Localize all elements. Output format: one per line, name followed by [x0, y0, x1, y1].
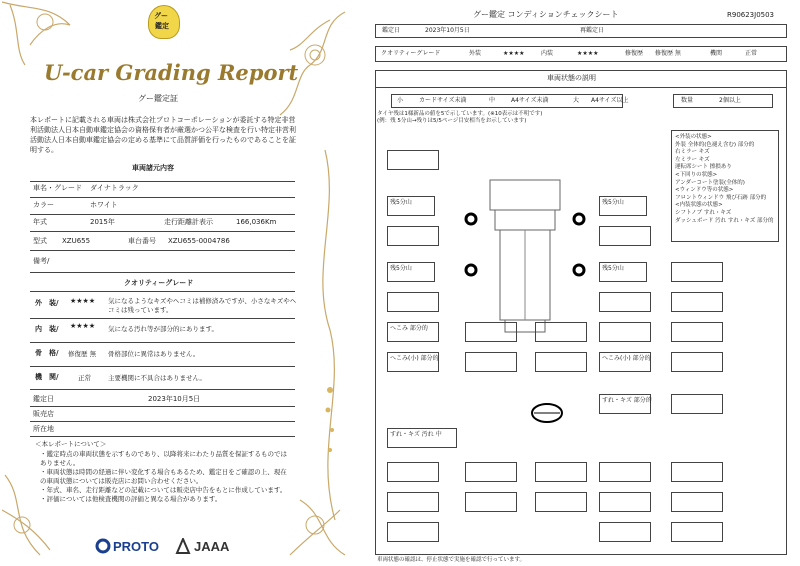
- empty-callout: [599, 462, 651, 482]
- empty-callout: [599, 292, 651, 312]
- note-line: <内装状態の状態>: [675, 202, 723, 209]
- size-medium-value: A4サイズ未満: [511, 97, 549, 104]
- empty-callout: [671, 522, 723, 542]
- note-line: 右ミラー キズ: [675, 149, 710, 156]
- quality-stars: 正常: [78, 374, 91, 382]
- empty-callout: [535, 462, 587, 482]
- frame-label: 修復歴: [625, 50, 644, 57]
- quality-label: 内 装/: [35, 325, 59, 333]
- tire-callout: [599, 262, 647, 282]
- notes-header: ＜本レポートについて＞: [35, 440, 107, 448]
- color-value: ホワイト: [90, 201, 118, 209]
- tire-icon: [464, 212, 478, 226]
- sheet-date-label: 鑑定日: [382, 27, 401, 34]
- quality-desc: 気になるようなキズやヘコミは補修済みですが、小さなキズやヘコミは残っています。: [108, 297, 297, 314]
- tire-note-1: タイヤ残は1様新品の値を5で示しています。(※10表示は不明です): [377, 111, 543, 117]
- int-label: 内装: [541, 50, 554, 57]
- note-label: 備考/: [33, 257, 50, 265]
- empty-callout: [671, 352, 723, 372]
- empty-callout: [387, 150, 439, 170]
- tire-callout: [387, 196, 435, 216]
- condition-notes-box: [671, 130, 779, 242]
- tire-icon: [464, 263, 478, 277]
- report-title: U-car Grading Report: [44, 60, 299, 85]
- note-line: 左ミラー キズ: [675, 156, 710, 163]
- note-line: 外装 全体的(色褪え含む) 部分的: [675, 141, 755, 148]
- size-small-value: カードサイズ未満: [419, 97, 467, 104]
- tire-callout-text: 残5分山: [390, 199, 412, 206]
- badge-line1: グー: [154, 12, 168, 20]
- note-line: アンダーコート塗装(全体的): [675, 179, 745, 186]
- empty-callout: [387, 492, 439, 512]
- ext-label: 外装: [469, 50, 482, 57]
- vehicle-diagram: [445, 130, 605, 430]
- damage-callout: [387, 352, 439, 372]
- empty-callout: [465, 462, 517, 482]
- mileage-label: 走行距離計表示: [164, 218, 213, 226]
- note-line: フロントウィンドウ 飛び石跡 部分的: [675, 194, 767, 201]
- engine-value: 正常: [745, 50, 758, 57]
- size-large-key: 大: [573, 97, 580, 104]
- vin-value: XZU655-0004786: [168, 237, 230, 245]
- basic-info-header: 車両諸元内容: [132, 164, 174, 172]
- reappraise-label: 再鑑定日: [580, 27, 605, 34]
- empty-callout: [465, 322, 517, 342]
- notes-list: [40, 450, 290, 504]
- empty-callout: [599, 226, 651, 246]
- note-line: 運転席シート 擦損あり: [675, 164, 732, 171]
- empty-callout: [535, 352, 587, 372]
- note-item: ・車両状態は時間の経過に伴い変化する場合もあるため、鑑定日をご確認の上、現在の車両状態については販売店にお問い合わせください。: [40, 468, 287, 485]
- size-medium-key: 中: [489, 97, 496, 104]
- empty-callout: [599, 522, 651, 542]
- jaaa-mark-icon: [175, 538, 191, 554]
- intro-paragraph: 本レポートに記載される車両は株式会社プロトコーポレーションが委託する特定非営利活動法人日本自動車鑑定協会の資格保有者が厳選かつ公平な検査を行い特定非営利活動法人日本自動車鑑定協会の定める基準にて品質評価を行ったものであることを証明する。: [30, 116, 296, 154]
- empty-callout: [671, 322, 723, 342]
- empty-callout: [535, 322, 587, 342]
- left-certificate: [0, 0, 350, 566]
- empty-callout: [387, 292, 439, 312]
- jaaa-logo-text: JAAA: [194, 539, 230, 554]
- proto-mark-icon: [95, 538, 111, 554]
- quality-desc: 気になる汚れ等が部分的にあります。: [108, 325, 218, 333]
- explain-header: 車両状態の説明: [547, 74, 596, 82]
- note-item: ・年式、車名、走行距離などの記載については販売店中告をもとに作成しています。: [40, 486, 287, 494]
- count-label: 数量: [681, 97, 694, 104]
- empty-callout: [387, 522, 439, 542]
- empty-callout: [599, 322, 651, 342]
- quality-label: 外 装/: [35, 299, 59, 307]
- tire-callout: [599, 196, 647, 216]
- seat-callout-text: すれ・キズ 汚れ 中: [390, 431, 442, 438]
- goo-kantei-badge: [148, 5, 180, 39]
- empty-callout: [599, 492, 651, 512]
- empty-callout: [671, 462, 723, 482]
- count-value: 2個以上: [719, 97, 741, 104]
- empty-callout: [387, 462, 439, 482]
- note-line: <外装の状態>: [675, 134, 712, 140]
- badge-line2: 鑑定: [155, 22, 169, 30]
- steering-wheel-icon: [530, 402, 564, 424]
- empty-callout: [465, 352, 517, 372]
- sheet-date-value: 2023年10月5日: [425, 27, 470, 34]
- note-line: <ウィンドウ等の状態>: [675, 187, 734, 194]
- color-label: カラー: [33, 201, 54, 209]
- quality-label: 機 関/: [35, 373, 59, 381]
- vin-label: 車台番号: [128, 237, 156, 245]
- report-subtitle: グー鑑定証: [138, 94, 178, 103]
- name-label: 車名・グレード: [33, 184, 82, 192]
- model-value: XZU655: [62, 237, 91, 245]
- int-value: ★★★★: [577, 50, 599, 57]
- appraisal-date-value: 2023年10月5日: [148, 395, 201, 403]
- tire-callout-text: 残5分山: [602, 265, 624, 272]
- note-item: ・鑑定時点の車両状態を示すものであり、以降将来にわたり品質を保証するものではありません。: [40, 450, 287, 467]
- quality-stars: 修復歴 無: [68, 350, 97, 358]
- appraisal-date-label: 鑑定日: [33, 395, 54, 403]
- quality-stars: ★★★★: [70, 297, 96, 305]
- note-item: ・評価については他検査機関の評価と異なる場合があります。: [40, 495, 222, 503]
- year-label: 年式: [33, 218, 47, 226]
- empty-callout: [671, 492, 723, 512]
- sheet-footer: 車両状態の確認は、停止状態で実施を確認で行っています。: [377, 557, 526, 563]
- empty-callout: [465, 492, 517, 512]
- seat-callout: [387, 428, 457, 448]
- model-label: 型式: [33, 237, 47, 245]
- quality-stars: ★★★★: [70, 322, 96, 330]
- empty-callout: [535, 492, 587, 512]
- sheet-title: グー鑑定 コンディションチェックシート: [473, 10, 619, 19]
- tire-callout-text: 残5分山: [390, 265, 412, 272]
- tire-note-2: (例：残 5分山→残りは5/5ページ目安相当をお示しています): [377, 118, 527, 124]
- note-line: ダッシュボード 汚れ すれ・キズ 部分的: [675, 217, 774, 224]
- grade-label: クオリティーグレード: [381, 50, 441, 57]
- proto-logo-text: PROTO: [113, 539, 159, 554]
- condition-notes: [675, 134, 774, 225]
- quality-label: 骨 格/: [35, 349, 59, 357]
- wheel-callout: [599, 394, 651, 414]
- name-value: ダイナトラック: [90, 184, 139, 192]
- wheel-callout-text: すれ・キズ 部分的: [602, 397, 652, 404]
- right-condition-sheet: [365, 0, 800, 566]
- frame-value: 修復歴 無: [655, 50, 681, 57]
- damage-callout-text: へこみ(小) 部分的: [602, 355, 651, 362]
- damage-callout-text: へこみ 部分的: [390, 325, 428, 332]
- damage-callout: [599, 352, 651, 372]
- damage-callout-text: へこみ(小) 部分的: [390, 355, 439, 362]
- tire-callout-text: 残5分山: [602, 199, 624, 206]
- address-label: 所在地: [33, 425, 54, 433]
- size-large-value: A4サイズ以上: [591, 97, 629, 104]
- engine-label: 機関: [710, 50, 723, 57]
- mileage-value: 166,036Km: [236, 218, 277, 226]
- note-line: <下回りの状態>: [675, 171, 718, 178]
- tire-icon: [572, 212, 586, 226]
- quality-header: クオリティーグレード: [124, 279, 194, 287]
- dealer-label: 販売店: [33, 410, 54, 418]
- empty-callout: [671, 292, 723, 312]
- size-small-key: 小: [397, 97, 404, 104]
- year-value: 2015年: [90, 218, 115, 226]
- damage-callout: [387, 322, 439, 342]
- ext-value: ★★★★: [503, 50, 525, 57]
- doc-id: R90623J0503: [727, 11, 775, 19]
- empty-callout: [671, 262, 723, 282]
- quality-desc: 主要機関に不具合はありません。: [108, 374, 206, 382]
- tire-icon: [572, 263, 586, 277]
- empty-callout: [387, 226, 439, 246]
- quality-desc: 骨格部位に異常はありません。: [108, 350, 200, 358]
- tire-callout: [387, 262, 435, 282]
- empty-callout: [671, 394, 723, 414]
- note-line: シフトノブ すれ・キズ: [675, 209, 732, 216]
